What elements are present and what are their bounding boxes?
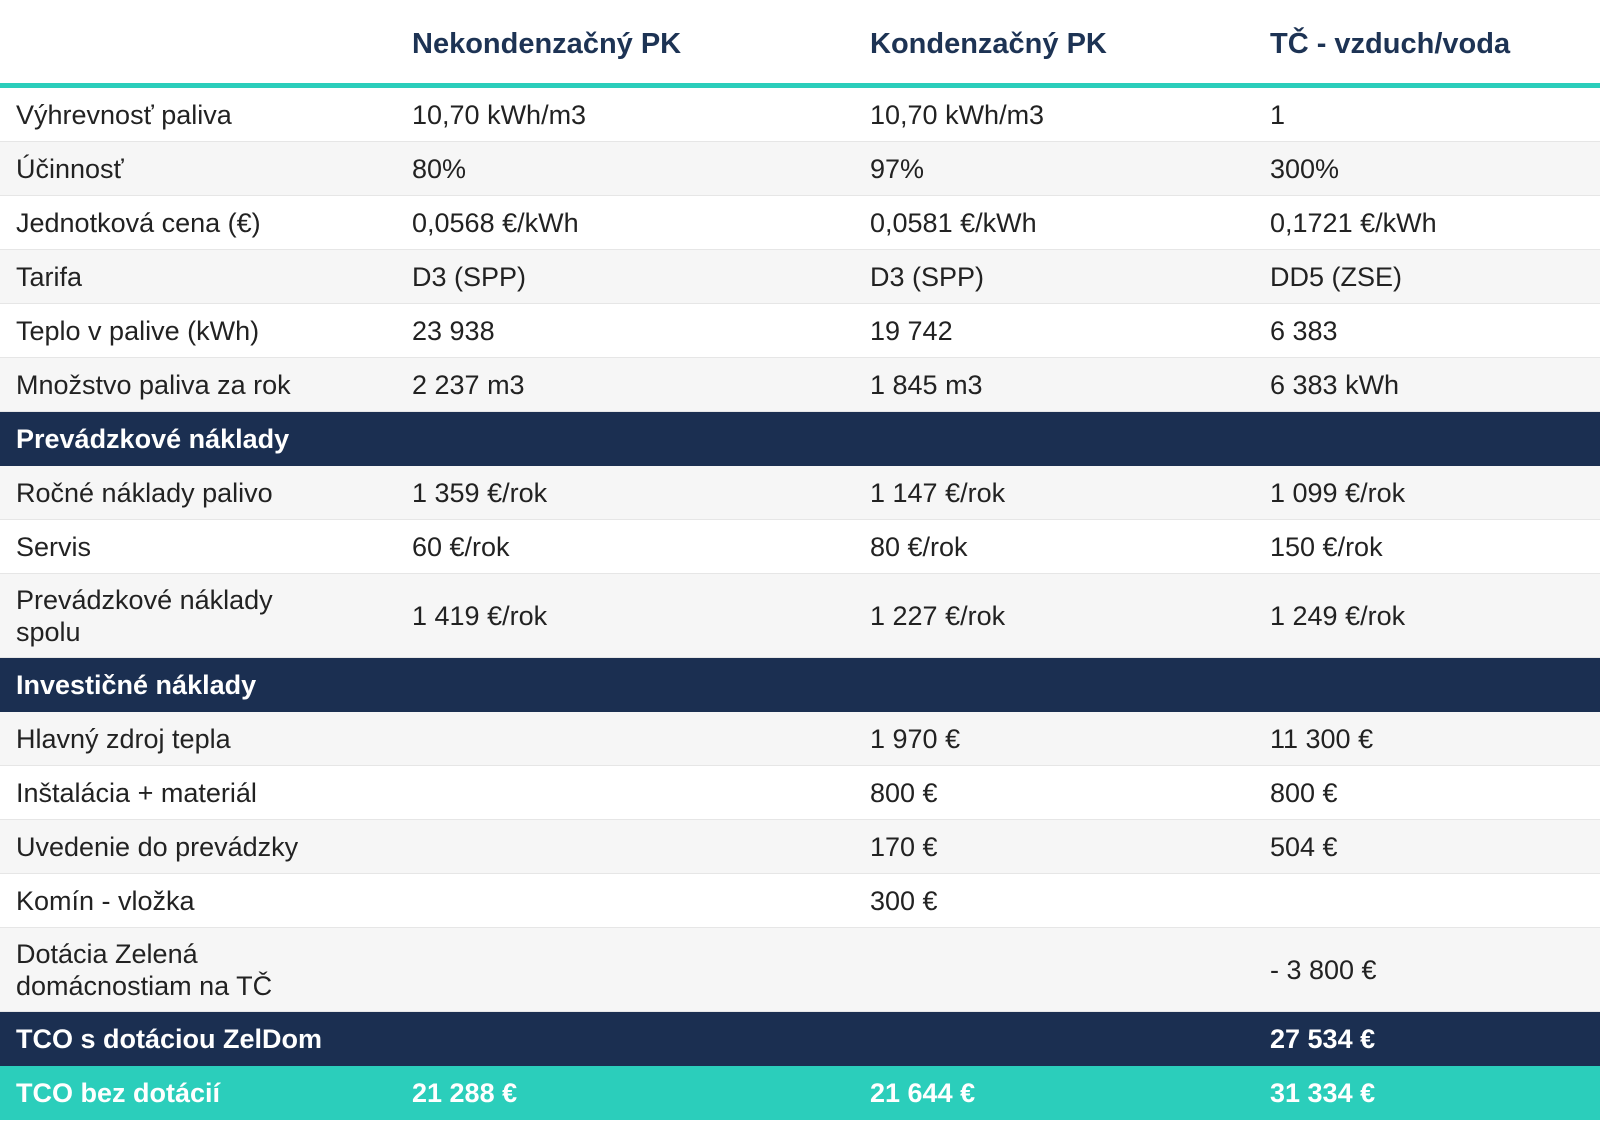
cell-value: 97%: [870, 153, 925, 184]
row-label: Servis: [16, 531, 92, 562]
cell-value: 2 237 m3: [412, 369, 525, 400]
table-row: [0, 766, 1600, 820]
cell-value: 1 845 m3: [870, 369, 983, 400]
cell-value: 150 €/rok: [1270, 531, 1383, 562]
cell-value: 300 €: [870, 885, 938, 916]
cell-value: 6 383 kWh: [1270, 369, 1400, 400]
row-label-line: spolu: [16, 616, 81, 647]
table-row: [0, 250, 1600, 304]
table-row: [0, 466, 1600, 520]
header-col-kondenzacny: Kondenzačný PK: [870, 27, 1107, 60]
total-row-bez-dotacii: [0, 1066, 1600, 1120]
cell-value: 0,0581 €/kWh: [870, 207, 1037, 238]
row-label: Ročné náklady palivo: [16, 477, 273, 508]
cell-value: 1 970 €: [870, 723, 961, 754]
section-title: Investičné náklady: [16, 670, 257, 700]
table-row: [0, 574, 1600, 658]
row-label-line: Dotácia Zelená: [16, 938, 198, 969]
cell-value: 19 742: [870, 315, 953, 346]
table-header: [0, 0, 1600, 88]
cell-value: 0,0568 €/kWh: [412, 207, 579, 238]
header-col-tc: TČ - vzduch/voda: [1270, 27, 1511, 60]
table-row: [0, 712, 1600, 766]
row-label: Výhrevnosť paliva: [16, 99, 232, 130]
row-label: Uvedenie do prevádzky: [16, 831, 299, 862]
table-row: [0, 820, 1600, 874]
total-value: 27 534 €: [1270, 1024, 1376, 1054]
cell-value: 80%: [412, 153, 467, 184]
total-row-zeldom: [0, 1012, 1600, 1066]
row-label: Hlavný zdroj tepla: [16, 723, 231, 754]
row-label-line: domácnostiam na TČ: [16, 970, 273, 1001]
row-label: Teplo v palive (kWh): [16, 315, 260, 346]
cell-value: 10,70 kWh/m3: [412, 99, 587, 130]
header-empty: [0, 40, 412, 44]
cell-value: 1 227 €/rok: [870, 600, 1006, 631]
cell-value: 300%: [1270, 153, 1340, 184]
row-label: Inštalácia + materiál: [16, 777, 257, 808]
cell-value: 800 €: [870, 777, 938, 808]
table-row: [0, 88, 1600, 142]
table-row: [0, 196, 1600, 250]
row-label: Účinnosť: [16, 153, 124, 184]
section-header-investicne: [0, 658, 1600, 712]
table-row: [0, 874, 1600, 928]
table-row: [0, 304, 1600, 358]
cell-value: 60 €/rok: [412, 531, 510, 562]
cell-value: DD5 (ZSE): [1270, 261, 1403, 292]
cell-value: 11 300 €: [1270, 723, 1374, 754]
row-label: Komín - vložka: [16, 885, 195, 916]
cell-value: 1 099 €/rok: [1270, 477, 1406, 508]
table-row: [0, 142, 1600, 196]
cell-value: D3 (SPP): [412, 261, 527, 292]
row-label: [0, 938, 412, 1002]
row-label: Množstvo paliva za rok: [16, 369, 291, 400]
cell-value: 504 €: [1270, 831, 1338, 862]
table-row: [0, 928, 1600, 1012]
table-row: [0, 358, 1600, 412]
cell-value: 170 €: [870, 831, 938, 862]
cell-value: 1: [1270, 99, 1286, 130]
cell-value: 6 383: [1270, 315, 1338, 346]
row-label-line: Prevádzkové náklady: [16, 584, 273, 615]
cell-value: 1 359 €/rok: [412, 477, 548, 508]
cell-value: 80 €/rok: [870, 531, 968, 562]
section-title: Prevádzkové náklady: [16, 424, 290, 454]
cell-value: 0,1721 €/kWh: [1270, 207, 1437, 238]
total-label: TCO bez dotácií: [16, 1078, 221, 1108]
cell-value: D3 (SPP): [870, 261, 985, 292]
row-label: Jednotková cena (€): [16, 207, 261, 238]
table-row: [0, 520, 1600, 574]
cell-value: 1 249 €/rok: [1270, 600, 1406, 631]
total-label: TCO s dotáciou ZelDom: [16, 1024, 323, 1054]
cell-value: - 3 800 €: [1270, 954, 1377, 985]
header-col-nekondenzacny: Nekondenzačný PK: [412, 27, 682, 60]
cell-value: 23 938: [412, 315, 495, 346]
cell-value: 1 147 €/rok: [870, 477, 1006, 508]
cell-value: 1 419 €/rok: [412, 600, 548, 631]
section-header-prevadzkove: [0, 412, 1600, 466]
cell-value: 800 €: [1270, 777, 1338, 808]
total-value: 21 288 €: [412, 1078, 518, 1108]
total-value: 31 334 €: [1270, 1078, 1376, 1108]
row-label: Tarifa: [16, 261, 83, 292]
cell-value: 10,70 kWh/m3: [870, 99, 1045, 130]
total-value: 21 644 €: [870, 1078, 976, 1108]
row-label: [0, 584, 412, 648]
